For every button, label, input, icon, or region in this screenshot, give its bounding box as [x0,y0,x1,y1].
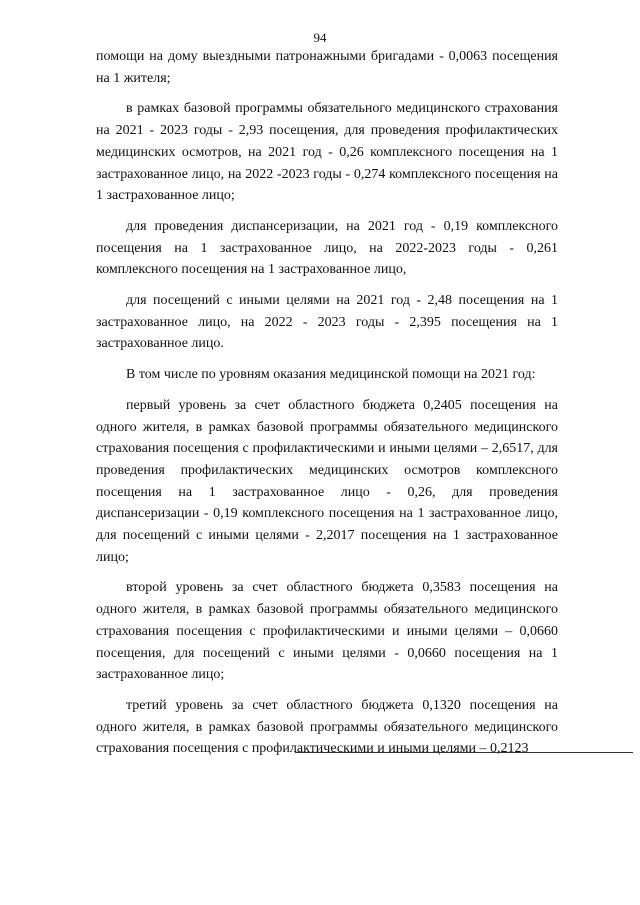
paragraph-levels-intro: В том числе по уровням оказания медицинской помощи на 2021 год: [126,367,536,383]
paragraph-dispensarization: для проведения диспансеризации, на 2021 год - 0,19 комплексного посещения на 1 застрахованное лицо, на 2022-2023 годы - 0,261 комплексного посещения на 1 застрахованное лицо, [96,218,558,278]
paragraph-home-care: помощи на дому выездными патронажными бригадами - 0,0063 посещения на 1 жителя; [96,49,558,86]
document-body [96,46,558,769]
footnote-divider [295,752,633,753]
page-number: 94 [313,30,327,45]
paragraph-oms-program: в рамках базовой программы обязательного медицинского страхования на 2021 - 2023 годы - 2,93 посещения, для проведения профилактических медицинских осмотров, на 2021 год - 0,26 комплексного посещения на 1 застрахованное лицо, на 2022 -2023 годы - 0,274 комплексного посещения на 1 застрахованное лицо; [96,101,558,204]
paragraph-level-two: второй уровень за счет областного бюджета 0,3583 посещения на одного жителя, в рамках базовой программы обязательного медицинского страхования посещения с профилактическими и иными целями – 0,0660 посещения, для посещений с иными целями - 0,0660 посещения на 1 застрахованное лицо; [96,580,558,683]
paragraph-other-visits: для посещений с иными целями на 2021 год - 2,48 посещения на 1 застрахованное лицо, на 2022 - 2023 годы - 2,395 посещения на 1 застрахованное лицо. [96,293,558,352]
paragraph-level-one: первый уровень за счет областного бюджета 0,2405 посещения на одного жителя, в рамках базовой программы обязательного медицинского страхования посещения с профилактическими и иными целями – 2,6517, для проведения профилактических медицинских осмотров комплексного посещения на 1 застрахованное лицо - 0,26, для проведения диспансеризации - 0,19 комплексного посещения на 1 застрахованное лицо, для посещений с иными целями - 2,2017 посещения на 1 застрахованное лицо; [96,397,558,565]
paragraph-level-three: третий уровень за счет областного бюджета 0,1320 посещения на одного жителя, в рамках базовой программы обязательного медицинского страхования посещения с профилактическими и иными целями – 0,2123 [96,697,558,757]
